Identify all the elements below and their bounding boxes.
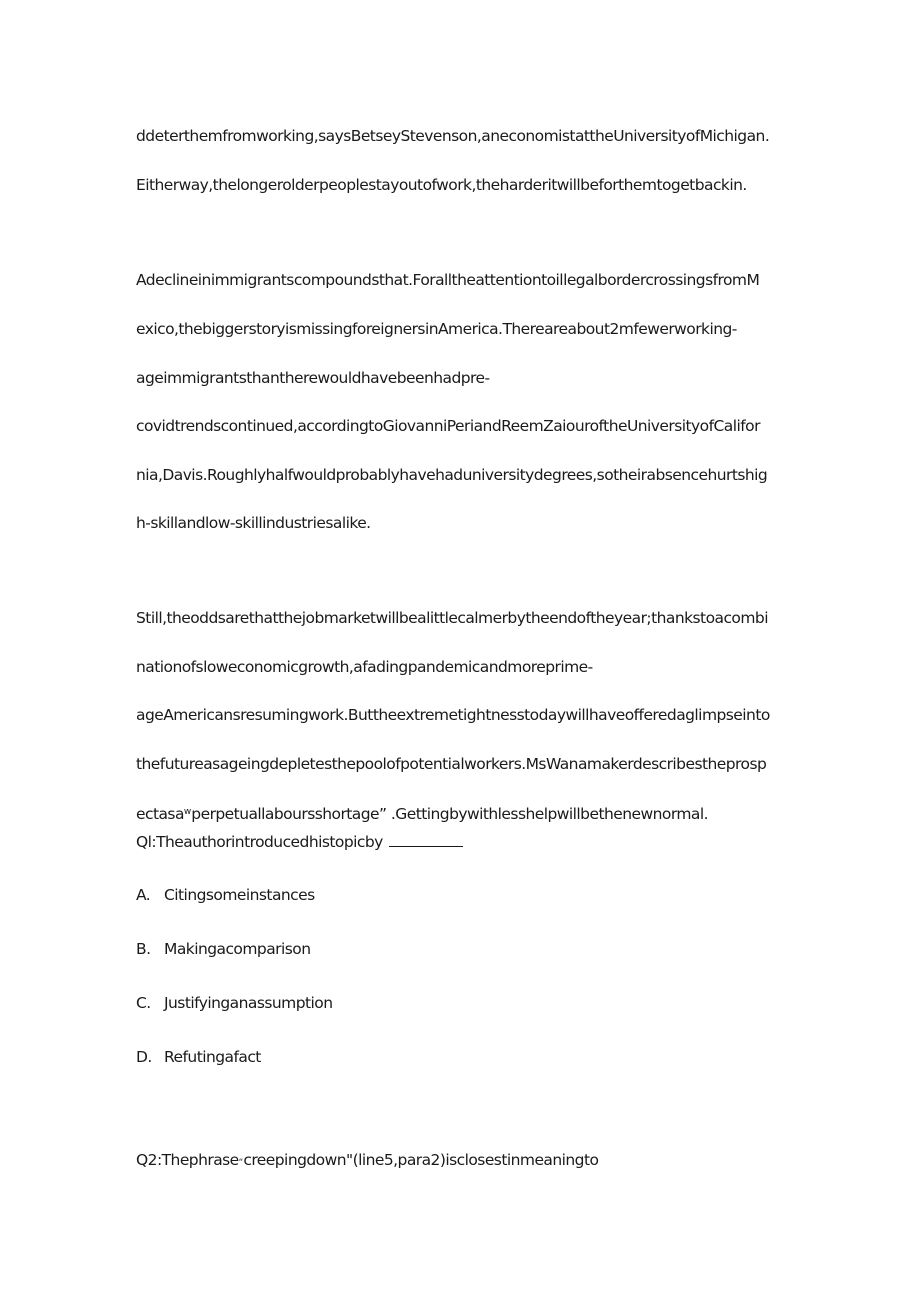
option-text: Citingsomeinstances xyxy=(164,886,315,904)
answer-blank xyxy=(389,832,463,847)
passage-line: ageimmigrantsthantherewouldhavebeenhadpre- xyxy=(136,369,490,387)
option-letter: A. xyxy=(136,886,151,904)
option-text: Justifyinganassumption xyxy=(164,994,333,1012)
passage-text: ectasa xyxy=(136,805,184,823)
passage-line: covidtrendscontinued,accordingtoGiovanniPeriandReemZaiouroftheUniversityofCalifor xyxy=(136,417,760,435)
passage-line: thefutureasageingdepletesthepoolofpotentialworkers.MsWanamakerdescribestheprosp xyxy=(136,755,767,773)
question-2-prompt xyxy=(136,1150,598,1173)
option-b[interactable] xyxy=(136,939,310,959)
passage-line: exico,thebiggerstoryismissingforeignersinAmerica.Thereareabout2mfewerworking- xyxy=(136,320,737,338)
passage-line: nia,Davis.Roughlyhalfwouldprobablyhavehaduniversitydegrees,sotheirabsencehurtshig xyxy=(136,466,768,484)
option-letter: C. xyxy=(136,994,151,1012)
option-d[interactable] xyxy=(136,1047,261,1067)
passage-line: h-skillandlow-skillindustriesalike. xyxy=(136,514,371,532)
option-letter: D. xyxy=(136,1048,152,1066)
passage-line: Adeclineinimmigrantscompoundsthat.ForalltheattentiontoillegalbordercrossingsfromM xyxy=(136,271,760,289)
question-text: creepingdown"(line5,para2)isclosestinmeaningto xyxy=(243,1151,599,1169)
question-text: Q2:Thephrase xyxy=(136,1151,239,1169)
quote-mark: w xyxy=(183,807,192,817)
passage-line: Eitherway,thelongerolderpeoplestayoutofwork,theharderitwillbeforthemtogetbackin. xyxy=(136,176,747,194)
option-a[interactable] xyxy=(136,885,315,905)
passage-line: ddeterthemfromworking,saysBetseyStevenson,aneconomistattheUniversityofMichigan. xyxy=(136,127,770,145)
question-1-prompt xyxy=(136,832,463,852)
option-text: Refutingafact xyxy=(164,1048,261,1066)
option-text: Makingacomparison xyxy=(164,940,311,958)
passage-line: ageAmericansresumingwork.Buttheextremetightnesstodaywillhaveofferedaglimpseinto xyxy=(136,706,770,724)
passage-line: nationofsloweconomicgrowth,afadingpandemicandmoreprime- xyxy=(136,658,593,676)
passage-line-last xyxy=(136,802,708,824)
option-c[interactable] xyxy=(136,993,333,1013)
quote-mark: “ xyxy=(238,1158,244,1168)
option-letter: B. xyxy=(136,940,151,958)
question-text: Ql:Theauthorintroducedhistopicby xyxy=(136,833,383,851)
passage-line: Still,theoddsarethatthejobmarketwillbealittlecalmerbytheendoftheyear;thankstoacombi xyxy=(136,609,768,627)
passage-text: perpetuallaboursshortage” .Gettingbywithlesshelpwillbethenewnormal. xyxy=(191,805,709,823)
